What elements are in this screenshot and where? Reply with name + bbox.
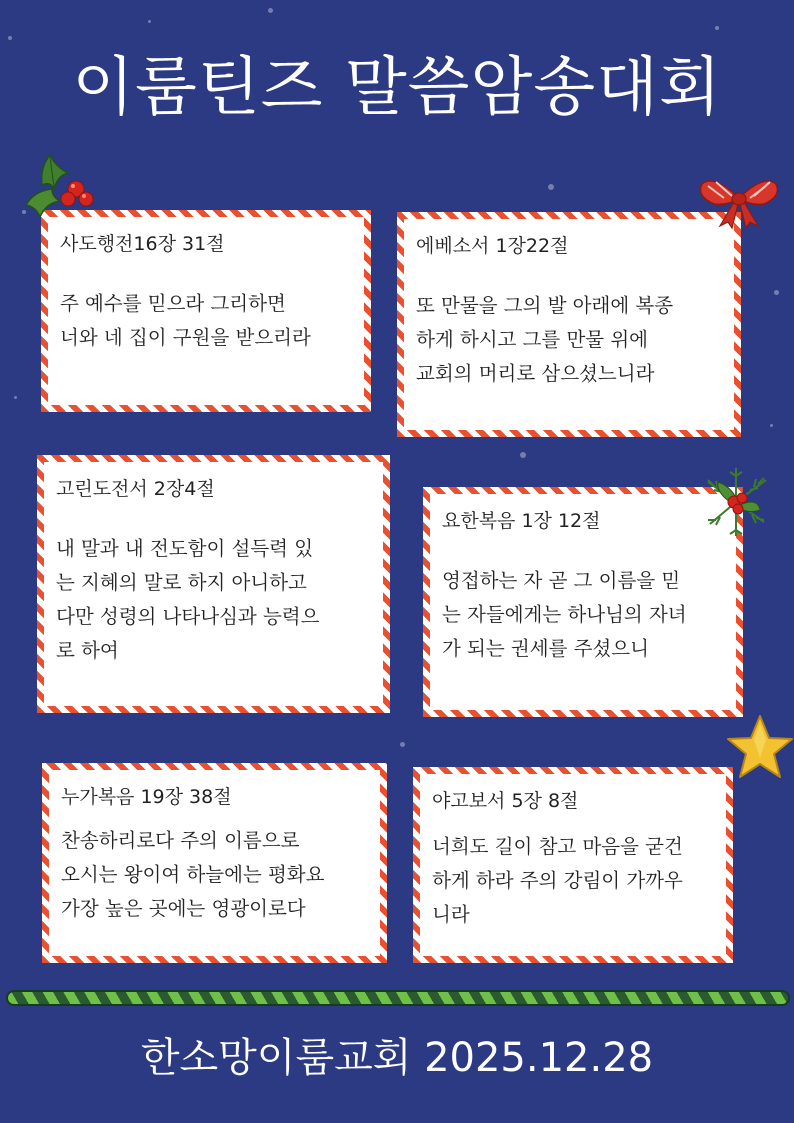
verse-line: 교회의 머리로 삼으셨느니라	[416, 362, 655, 385]
verse-card	[41, 210, 371, 412]
verse-text	[61, 824, 368, 926]
verse-text	[442, 564, 724, 666]
verse-card-body	[420, 774, 726, 956]
verse-line: 너희도 길이 참고 마음을 굳건	[432, 835, 683, 858]
verse-card	[397, 212, 741, 437]
snow-dot	[148, 20, 151, 23]
verse-card-body	[404, 219, 734, 430]
verse-line: 하게 하시고 그를 만물 위에	[416, 328, 649, 351]
verse-line: 니라	[432, 903, 470, 926]
verse-reference: 누가복음 19장 38절	[61, 786, 232, 808]
snow-dot	[400, 742, 405, 747]
snow-dot	[14, 396, 17, 399]
candy-rope-divider	[6, 990, 790, 1006]
footer-church-date: 한소망이룸교회 2025.12.28	[140, 1035, 654, 1081]
verse-card	[413, 767, 733, 963]
star-icon	[724, 712, 794, 782]
verse-reference: 사도행전16장 31절	[60, 233, 225, 255]
verse-line: 가 되는 권세를 주셨으니	[442, 637, 649, 660]
verse-line: 는 지혜의 말로 하지 아니하고	[56, 571, 307, 594]
snow-dot	[268, 8, 273, 13]
verse-reference: 에베소서 1장22절	[416, 235, 569, 257]
verse-line: 는 자들에게는 하나님의 자녀	[442, 603, 687, 626]
snow-dot	[548, 184, 554, 190]
snow-dot	[774, 290, 779, 295]
snow-dot	[770, 424, 773, 427]
verse-text	[416, 289, 722, 391]
verse-line: 영접하는 자 곧 그 이름을 믿	[442, 569, 681, 592]
verse-line: 또 만물을 그의 발 아래에 복종	[416, 294, 674, 317]
verse-line: 너와 네 집이 구원을 받으리라	[60, 326, 311, 349]
verse-line: 내 말과 내 전도함이 설득력 있	[56, 537, 314, 560]
verse-reference: 야고보서 5장 8절	[432, 790, 579, 812]
verse-text	[60, 287, 352, 355]
verse-card-body	[44, 462, 383, 706]
verse-card-body	[430, 494, 736, 710]
snow-dot	[715, 26, 719, 30]
verse-text	[56, 532, 371, 668]
verse-line: 하게 하라 주의 강림이 가까우	[432, 869, 683, 892]
verse-line: 다만 성령의 나타나심과 능력으	[56, 605, 320, 628]
verse-reference: 고린도전서 2장4절	[56, 478, 215, 500]
verse-text	[432, 830, 714, 932]
verse-card	[423, 487, 743, 717]
verse-line: 오시는 왕이여 하늘에는 평화요	[61, 863, 325, 886]
holly-icon	[20, 145, 100, 230]
page-title: 이룸틴즈 말씀암송대회	[72, 51, 722, 125]
verse-line: 가장 높은 곳에는 영광이로다	[61, 897, 306, 920]
verse-card	[42, 763, 387, 963]
verse-line: 로 하여	[56, 639, 119, 662]
snow-dot	[520, 452, 526, 458]
verse-line: 찬송하리로다 주의 이름으로	[61, 829, 300, 852]
verse-line: 주 예수를 믿으라 그리하면	[60, 292, 286, 315]
snow-dot	[8, 36, 12, 40]
pine-holly-icon	[696, 462, 776, 542]
verse-card-body	[48, 217, 364, 405]
verse-card-body	[49, 770, 380, 956]
ribbon-bow-icon	[694, 170, 784, 230]
verse-reference: 요한복음 1장 12절	[442, 510, 601, 532]
verse-card	[37, 455, 390, 713]
